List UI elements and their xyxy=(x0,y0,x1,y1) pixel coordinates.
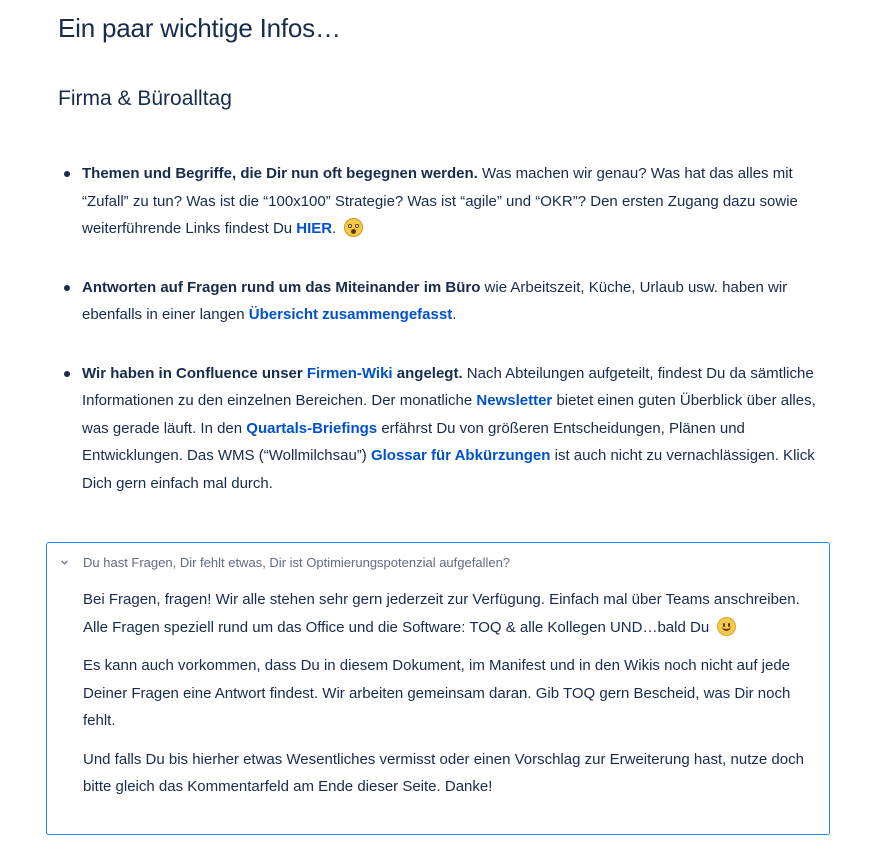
paragraph-text: Bei Fragen, fragen! Wir alle stehen sehr gern jederzeit zur Verfügung. Einfach mal über Teams anschreiben. Alle Fragen speziell rund um das Office und die Software: TOQ & alle Kollegen UND…bald Du xyxy=(83,591,800,636)
link-newsletter[interactable]: Newsletter xyxy=(476,392,553,409)
link-glossar[interactable]: Glossar für Abkürzungen xyxy=(370,447,551,464)
link-firmen-wiki[interactable]: Firmen-Wiki xyxy=(306,364,393,382)
list-item-text: Nach Abteilungen aufgeteilt, findest Du da sämtliche Informationen zu den einzelnen Bereichen. Der monatliche xyxy=(82,364,814,409)
list-item-bold: Wir haben in Confluence unser xyxy=(82,364,307,382)
bullet-dot xyxy=(64,371,70,377)
page-title: Ein paar wichtige Infos… xyxy=(58,13,341,43)
info-list xyxy=(58,160,818,497)
section-heading: Firma & Büroalltag xyxy=(58,87,232,110)
expand-title: Du hast Fragen, Dir fehlt etwas, Dir ist Optimierungspotenzial aufgefallen? xyxy=(83,555,511,570)
slightly-smiling-face-icon xyxy=(717,617,736,636)
list-item-text: . xyxy=(452,306,457,323)
list-item-text: bietet einen guten Überblick über alles, was gerade läuft. In den xyxy=(82,392,816,437)
expand-paragraph: Und falls Du bis hierher etwas Wesentliches vermisst oder einen Vorschlag zur Erweiterung hast, nutze doch bitte gleich das Kommentarfeld am Ende dieser Seite. Danke! xyxy=(83,750,804,795)
expand-paragraph xyxy=(83,586,823,641)
link-uebersicht[interactable]: Übersicht zusammengefasst xyxy=(248,306,453,323)
list-item-text: erfährst Du von größeren Entscheidungen, Plänen und Entwicklungen. Das WMS (“Wollmilchsau”) xyxy=(82,419,745,464)
astonished-face-icon xyxy=(344,218,363,237)
list-item-text: wie Arbeitszeit, Küche, Urlaub usw. haben wir ebenfalls in einer langen xyxy=(82,278,788,323)
list-item-text: Was machen wir genau? Was hat das alles mit “Zufall” zu tun? Was ist die “100x100” Strategie? Was ist “agile” und “OKR”? Den ersten Zugang dazu sowie weiterführende Links findest Du xyxy=(82,165,798,237)
list-item-bold: Antworten auf Fragen rund um das Miteinander im Büro xyxy=(82,278,481,296)
list-item-miteinander xyxy=(58,274,818,329)
list-item-themen xyxy=(58,160,818,243)
list-item-text: ist auch nicht zu vernachlässigen. Klick Dich gern einfach mal durch. xyxy=(82,447,815,492)
link-quartals-briefings[interactable]: Quartals-Briefings xyxy=(246,419,378,437)
list-item-bold: angelegt. xyxy=(392,364,463,382)
link-hier[interactable]: HIER xyxy=(296,220,333,237)
expand-toggle[interactable] xyxy=(47,543,829,583)
list-item-confluence xyxy=(58,360,818,498)
list-item-text: . xyxy=(332,220,337,237)
list-item-bold: Themen und Begriffe, die Dir nun oft begegnen werden. xyxy=(82,165,478,182)
faq-expand-panel xyxy=(46,542,830,835)
chevron-down-icon xyxy=(61,559,68,566)
expand-content xyxy=(83,586,823,801)
bullet-dot xyxy=(64,171,70,177)
expand-paragraph: Es kann auch vorkommen, dass Du in diesem Dokument, im Manifest und in den Wikis noch nicht auf jede Deiner Fragen eine Antwort findest. Wir arbeiten gemeinsam daran. Gib TOQ gern Bescheid, was Dir noch fehlt. xyxy=(83,657,791,729)
bullet-dot xyxy=(64,285,70,291)
